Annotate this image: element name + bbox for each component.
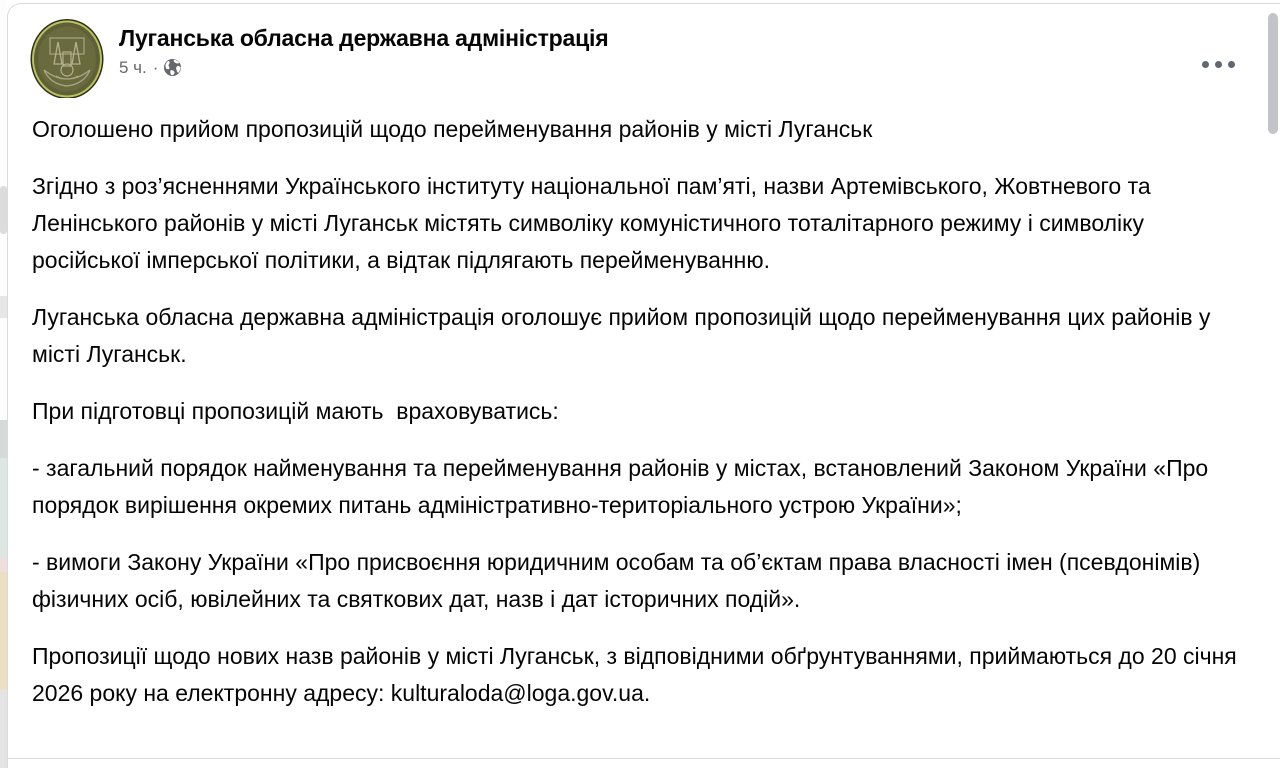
post-footer-divider [8, 758, 1280, 759]
post-paragraph: - загальний порядок найменування та перейменування районів у містах, встановлений Законом України «Про порядок вирішення окремих питань адміністративно-територіального устрою України»; [32, 455, 1215, 518]
post-paragraph: Луганська обласна державна адміністрація оголошує прийом пропозицій щодо перейменування цих районів у місті Луганськ. [32, 304, 1217, 367]
page-name-link[interactable]: Луганська обласна державна адміністрація [119, 25, 609, 51]
post-paragraph: Пропозиції щодо нових назв районів у місті Луганськ, з відповідними обґрунтуваннями, приймаються до 20 січня 2026 року на електронну адресу: kulturaloda@loga.gov.ua. [32, 643, 1244, 706]
background-fragment [0, 690, 7, 768]
post-card [7, 3, 1280, 768]
background-fragment [0, 558, 7, 572]
background-fragment [0, 458, 7, 558]
globe-icon [164, 59, 181, 76]
post-header [8, 4, 1280, 98]
meta-separator: · [152, 57, 159, 77]
post-timestamp-link[interactable]: 5 ч. [119, 57, 147, 77]
browser-scrollbar-thumb[interactable] [1268, 13, 1278, 134]
background-fragment [0, 420, 7, 458]
post-header-text [119, 18, 608, 78]
post-paragraph: Оголошено прийом пропозицій щодо перейменування районів у місті Луганськ [32, 116, 873, 142]
three-dots-icon [1202, 61, 1209, 68]
post-paragraph: - вимоги Закону України «Про присвоєння юридичним особам та об’єктам права власності імен (псевдонімів) фізичних осіб, ювілейних та святкових дат, назв і дат історичних подій». [32, 549, 1207, 612]
background-fragment [0, 186, 7, 234]
background-fragment [0, 572, 7, 690]
post-paragraph: При підготовці пропозицій мають враховуватись: [32, 398, 559, 424]
post-paragraph: Згідно з роз’ясненнями Українського інституту національної пам’яті, назви Артемівського, Жовтневого та Ленінського районів у місті Луганськ містять символіку комуністичного тоталітарного режиму і символіку російської імперської політики, а відтак підлягають перейменуванню. [32, 173, 1158, 273]
luhansk-oda-emblem-icon [30, 18, 104, 98]
page-edge-strip [0, 0, 7, 768]
post-options-button[interactable] [1196, 50, 1240, 78]
background-fragment [0, 296, 7, 318]
post-body [8, 98, 1280, 712]
post-meta [119, 58, 608, 78]
page-avatar[interactable] [30, 18, 104, 98]
